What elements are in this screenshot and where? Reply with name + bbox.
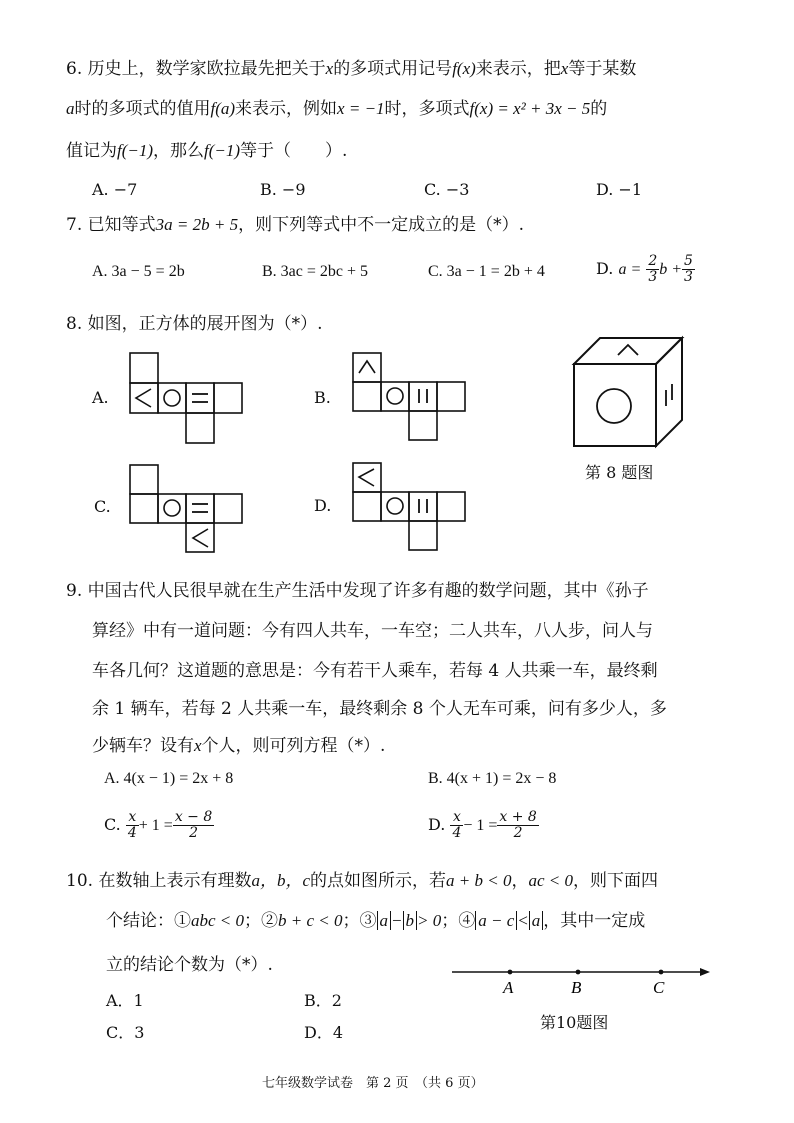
q8-net-b (350, 350, 474, 442)
q9-option-d-fraction-1 (450, 810, 463, 841)
q8-text: 如图，正方体的展开图为（*）. (87, 314, 323, 334)
q9-option-b: B. 4(x + 1) = 2x − 8 (428, 770, 557, 787)
q8-net-c (126, 462, 250, 554)
q6-option-b: B. −9 (260, 180, 306, 199)
fraction-numerator: x (126, 810, 139, 826)
circle-icon (387, 498, 403, 514)
equals-icon (192, 504, 208, 512)
q10-conclusion-3-abs-a: a (377, 911, 392, 930)
q9-line3: 车各几何？这道题的意思是：今有若干人乘车，若每 4 人共乘一车，最终剩 (92, 661, 658, 681)
q10-text: 个结论： (106, 911, 174, 931)
q6-option-a: A. −7 (92, 180, 138, 199)
circle-icon (164, 500, 180, 516)
q6-math: f(−1) (204, 141, 241, 160)
q7-number: 7. (66, 215, 83, 235)
q10-number: 10. (66, 871, 94, 891)
q10-conclusion-1-mark: ① (174, 911, 191, 931)
less-than-icon (136, 389, 151, 407)
q9-line4: 余 1 辆车，若每 2 人共乘一车，最终剩余 8 个人无车可乘，问有多少人，多 (92, 699, 667, 719)
q6-text: 的多项式用记号 (333, 59, 453, 79)
q10-option-d: D．4 (304, 1023, 344, 1042)
q8-number: 8. (66, 314, 83, 334)
q6-text: ，那么 (153, 141, 205, 161)
fraction-denominator: 3 (648, 269, 658, 285)
q10-conclusion-2: b + c < 0 (278, 911, 343, 930)
q7-option-d-fraction-1 (646, 254, 659, 285)
q6-line3 (66, 140, 347, 162)
q9-line5 (92, 735, 385, 757)
q8-net-a (126, 350, 250, 446)
page-footer: 七年级数学试卷 第 2 页 （共 6 页） (262, 1076, 484, 1091)
q10-conclusion-3-abs-b: b (403, 911, 418, 930)
q6-text: 的 (590, 99, 608, 119)
q6-var: x (325, 59, 334, 78)
q10-conclusion-1: abc < 0 (191, 911, 245, 930)
fraction-denominator: 3 (684, 269, 693, 285)
fraction-numerator: x (450, 810, 463, 826)
point-b-label: B (571, 978, 582, 997)
q7-option-d-lhs: a = (618, 261, 642, 278)
q10-line2 (106, 910, 645, 932)
q6-math: x = −1 (337, 99, 385, 118)
q9-option-c-fraction-1 (126, 810, 139, 841)
point-c-label: C (653, 978, 665, 997)
q9-line1 (66, 580, 649, 602)
q7-text: 已知等式 (87, 215, 156, 235)
q10-conclusion-4-abs-diff: a − c (475, 911, 517, 930)
less-than-icon (359, 469, 374, 486)
q8-label-d: D. (314, 496, 332, 515)
circle-icon (164, 390, 180, 406)
q8-label-c: C. (94, 497, 111, 516)
q9-option-d-fraction-2 (497, 810, 538, 841)
q10-text: ，其中一定成 (543, 911, 646, 931)
fraction-denominator: 4 (452, 825, 462, 841)
q10-vars: a，b，c (251, 871, 310, 890)
arrow-right-icon (700, 968, 710, 976)
cube-right-face (656, 338, 682, 446)
cube-top-face (574, 338, 682, 364)
fraction-denominator: 2 (189, 825, 198, 841)
q6-text: 值记为 (66, 141, 117, 161)
q7-option-c: C. 3a − 1 = 2b + 4 (428, 263, 545, 280)
q6-text: 历史上，数学家欧拉最先把关于 (87, 59, 326, 79)
q7-text: ，则下列等式中不一定成立的是（*）. (238, 215, 524, 235)
q8-label-a: A. (92, 388, 109, 407)
q8-stem (66, 313, 323, 335)
q6-option-c: C. −3 (424, 180, 470, 199)
q10-condition-1: a + b < 0 (446, 871, 512, 890)
q7-option-d (596, 254, 695, 285)
q6-math: f(−1) (117, 141, 154, 160)
q10-line3: 立的结论个数为（*）. (106, 955, 273, 975)
q10-line1 (66, 870, 658, 892)
q9-var: x (194, 736, 202, 755)
less-than-icon (193, 529, 208, 547)
q6-text: 时的多项式的值用 (74, 99, 211, 119)
q10-text: ， (511, 871, 529, 891)
q7-option-d-label: D. (596, 259, 614, 278)
q10-text: 在数轴上表示有理数 (98, 871, 252, 891)
caret-up-icon (359, 361, 375, 373)
q9-text: 个人，则可列方程（*）. (201, 736, 386, 756)
q10-conclusion-3-mark: ；③ (342, 911, 377, 931)
q7-option-a: A. 3a − 5 = 2b (92, 263, 185, 280)
point-a-dot (508, 970, 513, 975)
parallel-bars-icon (419, 389, 427, 403)
q9-option-d (428, 810, 539, 841)
q6-option-d: D. −1 (596, 180, 643, 199)
q9-option-c-fraction-2 (173, 810, 214, 841)
q9-text: 中国古代人民很早就在生产生活中发现了许多有趣的数学问题，其中《孙子 (87, 581, 649, 601)
q10-conclusion-4-abs-a: a (529, 911, 544, 930)
q9-option-c (104, 810, 214, 841)
q7-stem (66, 214, 524, 236)
parallel-bars-icon (666, 384, 672, 406)
net-square (130, 353, 158, 383)
q10-option-a: A．1 (106, 991, 144, 1010)
cube-front-face (574, 364, 656, 446)
q10-text: 的点如图所示，若 (310, 871, 446, 891)
q6-var: x (560, 59, 569, 78)
fraction-denominator: 4 (127, 825, 137, 841)
fraction-numerator: x + 8 (499, 809, 537, 825)
point-b-dot (576, 970, 581, 975)
q6-text: 来表示，例如 (235, 99, 338, 119)
q6-text: 时，多项式 (384, 99, 470, 119)
q7-option-d-fraction-2 (682, 254, 695, 285)
q10-conclusion-4-mark: ；④ (441, 911, 476, 931)
equals-icon (192, 394, 208, 402)
q9-option-c-mid: + 1 = (138, 817, 173, 834)
q6-math: f(x) = x² + 3x − 5 (469, 99, 591, 118)
q6-text: 来表示，把 (475, 59, 561, 79)
q7-math: 3a = 2b + 5 (155, 215, 239, 234)
q6-line1 (66, 58, 636, 80)
q10-option-b: B．2 (304, 991, 342, 1010)
q6-var: a (66, 99, 75, 118)
q6-text: 等于某数 (568, 59, 637, 79)
q9-option-a: A. 4(x − 1) = 2x + 8 (104, 770, 234, 787)
q9-text: 少辆车？设有 (92, 736, 194, 756)
caret-up-icon (618, 345, 638, 355)
q7-option-d-mid: b + (659, 261, 683, 278)
circle-icon (597, 389, 631, 423)
fraction-numerator: 2 (648, 253, 658, 269)
q10-conclusion-3-tail: > 0 (417, 911, 442, 930)
q9-option-d-label: D. (428, 815, 446, 834)
q10-conclusion-4-lt: < (517, 911, 529, 930)
q6-line2 (66, 98, 607, 120)
q9-line2: 算经》中有一道问题：今有四人共车，一车空；二人共车，八人步，问人与 (92, 621, 653, 641)
q9-option-c-label: C. (104, 815, 121, 834)
q6-math: f(a) (210, 99, 236, 118)
q10-number-line (448, 960, 716, 1000)
q8-figure-caption: 第 8 题图 (585, 463, 654, 482)
q9-option-d-mid: − 1 = (463, 817, 498, 834)
fraction-denominator: 2 (513, 825, 523, 841)
point-c-dot (659, 970, 664, 975)
q8-net-d (350, 460, 474, 552)
fraction-numerator: x − 8 (174, 809, 213, 825)
circle-icon (387, 388, 403, 404)
q10-figure-caption: 第10题图 (540, 1013, 609, 1032)
q10-conclusion-2-mark: ；② (244, 911, 279, 931)
q6-number: 6. (66, 59, 83, 79)
q6-text: 等于（ ）. (240, 141, 348, 161)
q10-text: ，则下面四 (572, 871, 658, 891)
q10-conclusion-3-minus: − (391, 911, 403, 930)
point-a-label: A (503, 978, 514, 997)
q8-label-b: B. (314, 388, 331, 407)
q9-number: 9. (66, 581, 83, 601)
q10-condition-2: ac < 0 (528, 871, 573, 890)
q8-cube-figure (570, 334, 690, 452)
q10-option-c: C．3 (106, 1023, 145, 1042)
parallel-bars-icon (419, 499, 427, 513)
q6-math: f(x) (452, 59, 476, 78)
fraction-numerator: 5 (684, 253, 693, 269)
q7-option-b: B. 3ac = 2bc + 5 (262, 263, 369, 280)
